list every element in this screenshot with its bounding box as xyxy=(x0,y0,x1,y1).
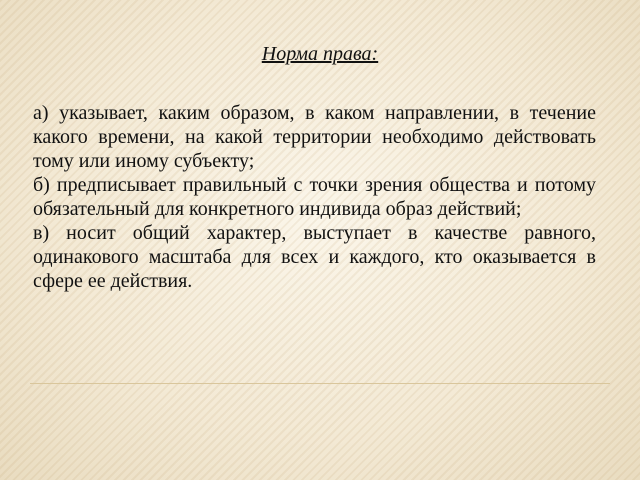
slide-body xyxy=(33,101,596,293)
list-item-b: б) предписывает правильный с точки зрения общества и потому обязательный для конкретного индивида образ действий; xyxy=(33,174,596,220)
list-item-a: а) указывает, каким образом, в каком направлении, в течение какого времени, на какой территории необходимо действовать тому или иному субъекту; xyxy=(33,102,596,172)
list-item-c: в) носит общий характер, выступает в качестве равного, одинакового масштаба для всех и каждого, кто оказывается в сфере ее действия. xyxy=(33,222,596,292)
divider-line xyxy=(30,383,610,384)
slide-title: Норма права: xyxy=(261,43,379,65)
